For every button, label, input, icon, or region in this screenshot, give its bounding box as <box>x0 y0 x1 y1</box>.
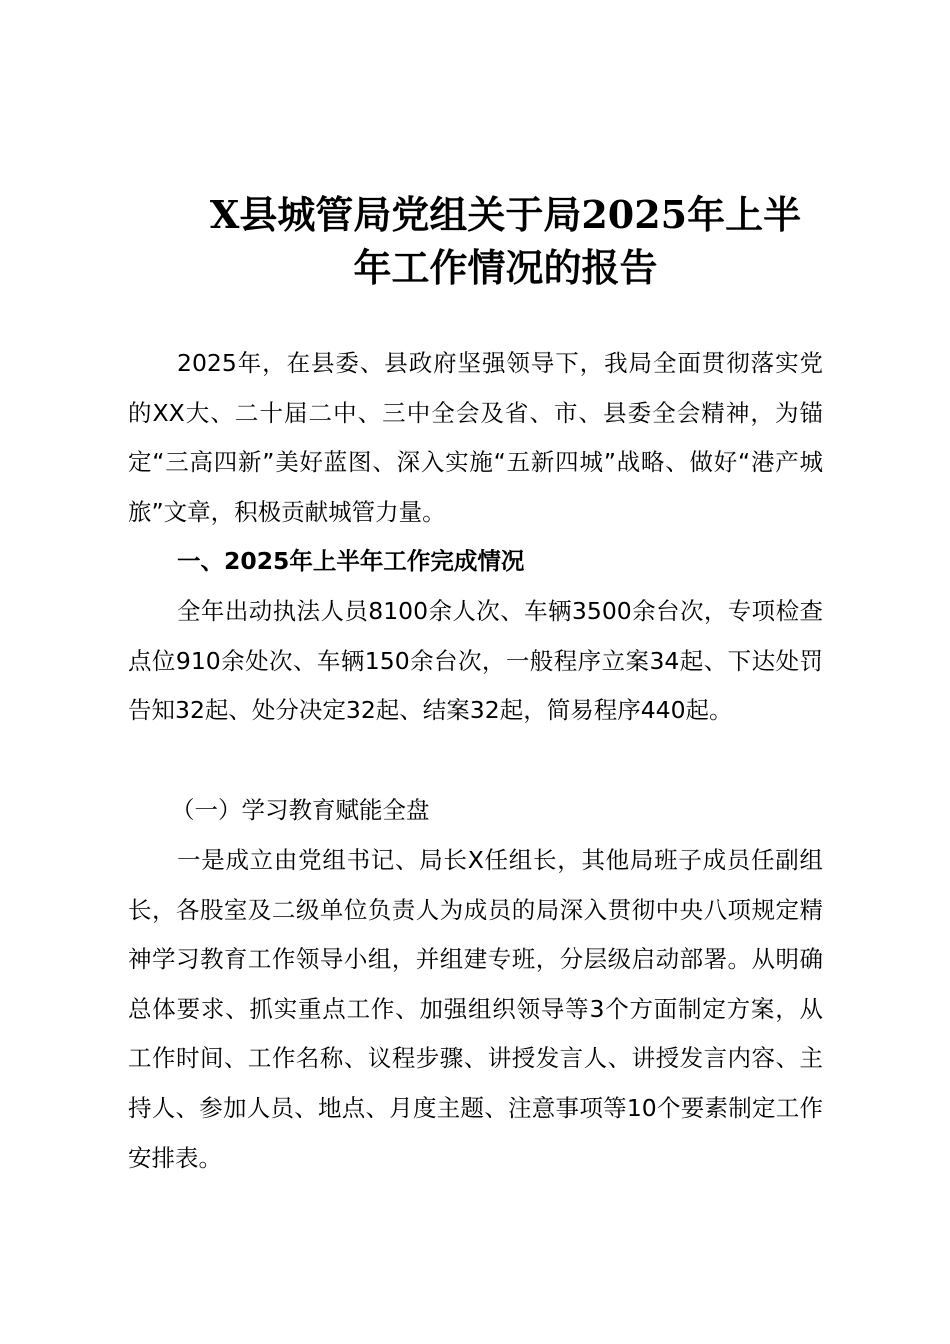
subsection-1-heading: （一）学习教育赋能全盘 <box>171 796 430 824</box>
document-title <box>128 188 883 294</box>
section-1-heading: 一、2025年上半年工作完成情况 <box>177 547 525 575</box>
title-line-2: 年工作情况的报告 <box>353 245 658 290</box>
title-line-1: X县城管局党组关于局2025年上半 <box>209 192 802 237</box>
subsection-1-paragraph: 一是成立由党组书记、局长X任组长，其他局班子成员任副组长，各股室及二级单位负责人为成员的局深入贯彻中央八项规定精神学习教育工作领导小组，并组建专班，分层级启动部署。从明确总体要求、抓实重点工作、加强组织领导等3个方面制定方案，从工作时间、工作名称、议程步骤、讲授发言人、讲授发言内容、主持人、参加人员、地点、月度主题、注意事项等10个要素制定工作安排表。 <box>128 846 823 1172</box>
intro-paragraph: 2025年，在县委、县政府坚强领导下，我局全面贯彻落实党的XX大、二十届二中、三中全会及省、市、县委全会精神，为锚定“三高四新”美好蓝图、深入实施“五新四城”战略、做好“港产城旅”文章，积极贡献城管力量。 <box>128 349 823 526</box>
section-1-paragraph: 全年出动执法人员8100余人次、车辆3500余台次，专项检查点位910余处次、车辆150余台次，一般程序立案34起、下达处罚告知32起、处分决定32起、结案32起，简易程序440起。 <box>128 597 823 725</box>
